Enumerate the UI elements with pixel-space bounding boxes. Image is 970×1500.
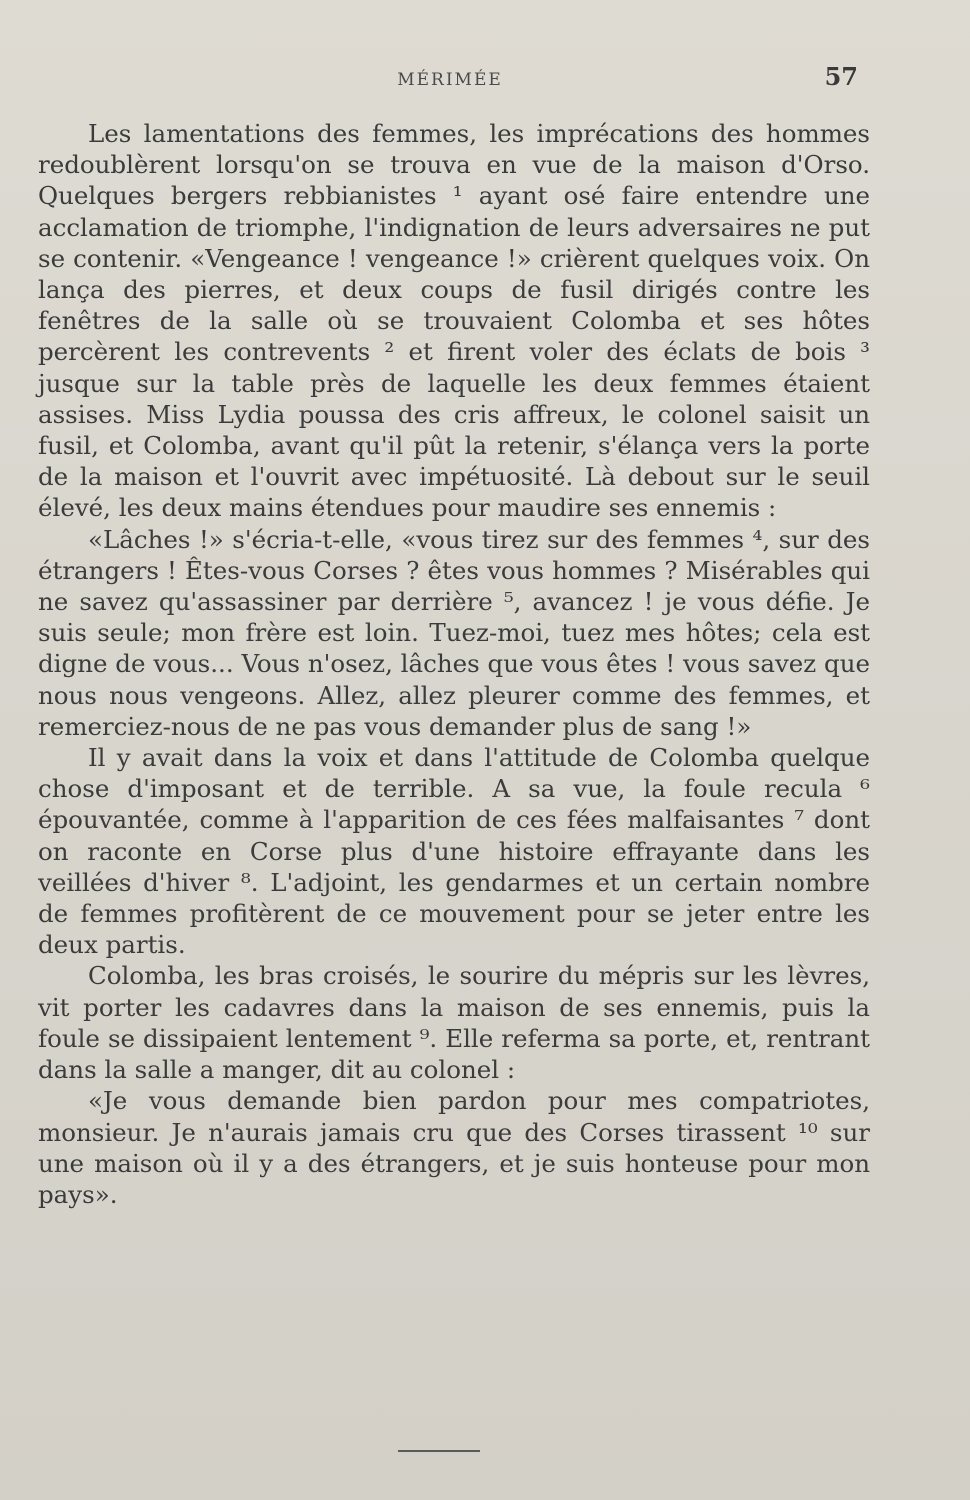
body-text <box>38 118 870 1210</box>
paragraph: Il y avait dans la voix et dans l'attitude de Colomba quelque chose d'imposant et de terrible. A sa vue, la foule recula ⁶ épouvantée, comme à l'apparition de ces fées malfaisantes ⁷ dont on raconte en Corse plus d'une histoire effrayante dans les veillées d'hiver ⁸. L'adjoint, les gendarmes et un certain nombre de femmes profitèrent de ce mouvement pour se jeter entre les deux partis. <box>38 743 870 960</box>
paragraph: «Lâches !» s'écria-t-elle, «vous tirez sur des femmes ⁴, sur des étrangers ! Êtes-vous Corses ? êtes vous hommes ? Misérables qui ne savez qu'assassiner par derrière ⁵, avancez ! je vous défie. Je suis seule; mon frère est loin. Tuez-moi, tuez mes hôtes; cela est digne de vous... Vous n'osez, lâches que vous êtes ! vous savez que nous nous vengeons. Allez, allez pleurer comme des femmes, et remerciez-nous de ne pas vous demander plus de sang !» <box>38 524 870 741</box>
paragraph: Colomba, les bras croisés, le sourire du mépris sur les lèvres, vit porter les cadavres dans la maison de ses ennemis, puis la foule se dissipaient lentement ⁹. Elle referma sa porte, et, rentrant dans la salle a manger, dit au colonel : <box>38 961 870 1085</box>
paragraph: «Je vous demande bien pardon pour mes compatriotes, monsieur. Je n'aurais jamais cru que des Corses tirassent ¹⁰ sur une maison où il y a des étrangers, et je suis honteuse pour mon pays». <box>38 1086 870 1209</box>
running-head <box>0 62 970 92</box>
running-title: MÉRIMÉE <box>397 70 503 90</box>
footer-rule <box>398 1450 480 1452</box>
paragraph: Les lamentations des femmes, les imprécations des hommes redoublèrent lorsqu'on se trouva en vue de la maison d'Orso. Quelques bergers rebbianistes ¹ ayant osé faire entendre une acclamation de triomphe, l'indignation de leurs adversaires ne put se contenir. «Vengeance ! vengeance !» crièrent quelques voix. On lança des pierres, et deux coups de fusil dirigés contre les fenêtres de la salle où se trouvaient Colomba et ses hôtes percèrent les contrevents ² et firent voler des éclats de bois ³ jusque sur la table près de laquelle les deux femmes étaient assises. Miss Lydia poussa des cris affreux, le colonel saisit un fusil, et Colomba, avant qu'il pût la retenir, s'élança vers la porte de la maison et l'ouvrit avec impétuosité. Là debout sur le seuil élevé, les deux mains étendues pour maudire ses ennemis : <box>38 119 870 523</box>
page-number: 57 <box>824 62 858 91</box>
